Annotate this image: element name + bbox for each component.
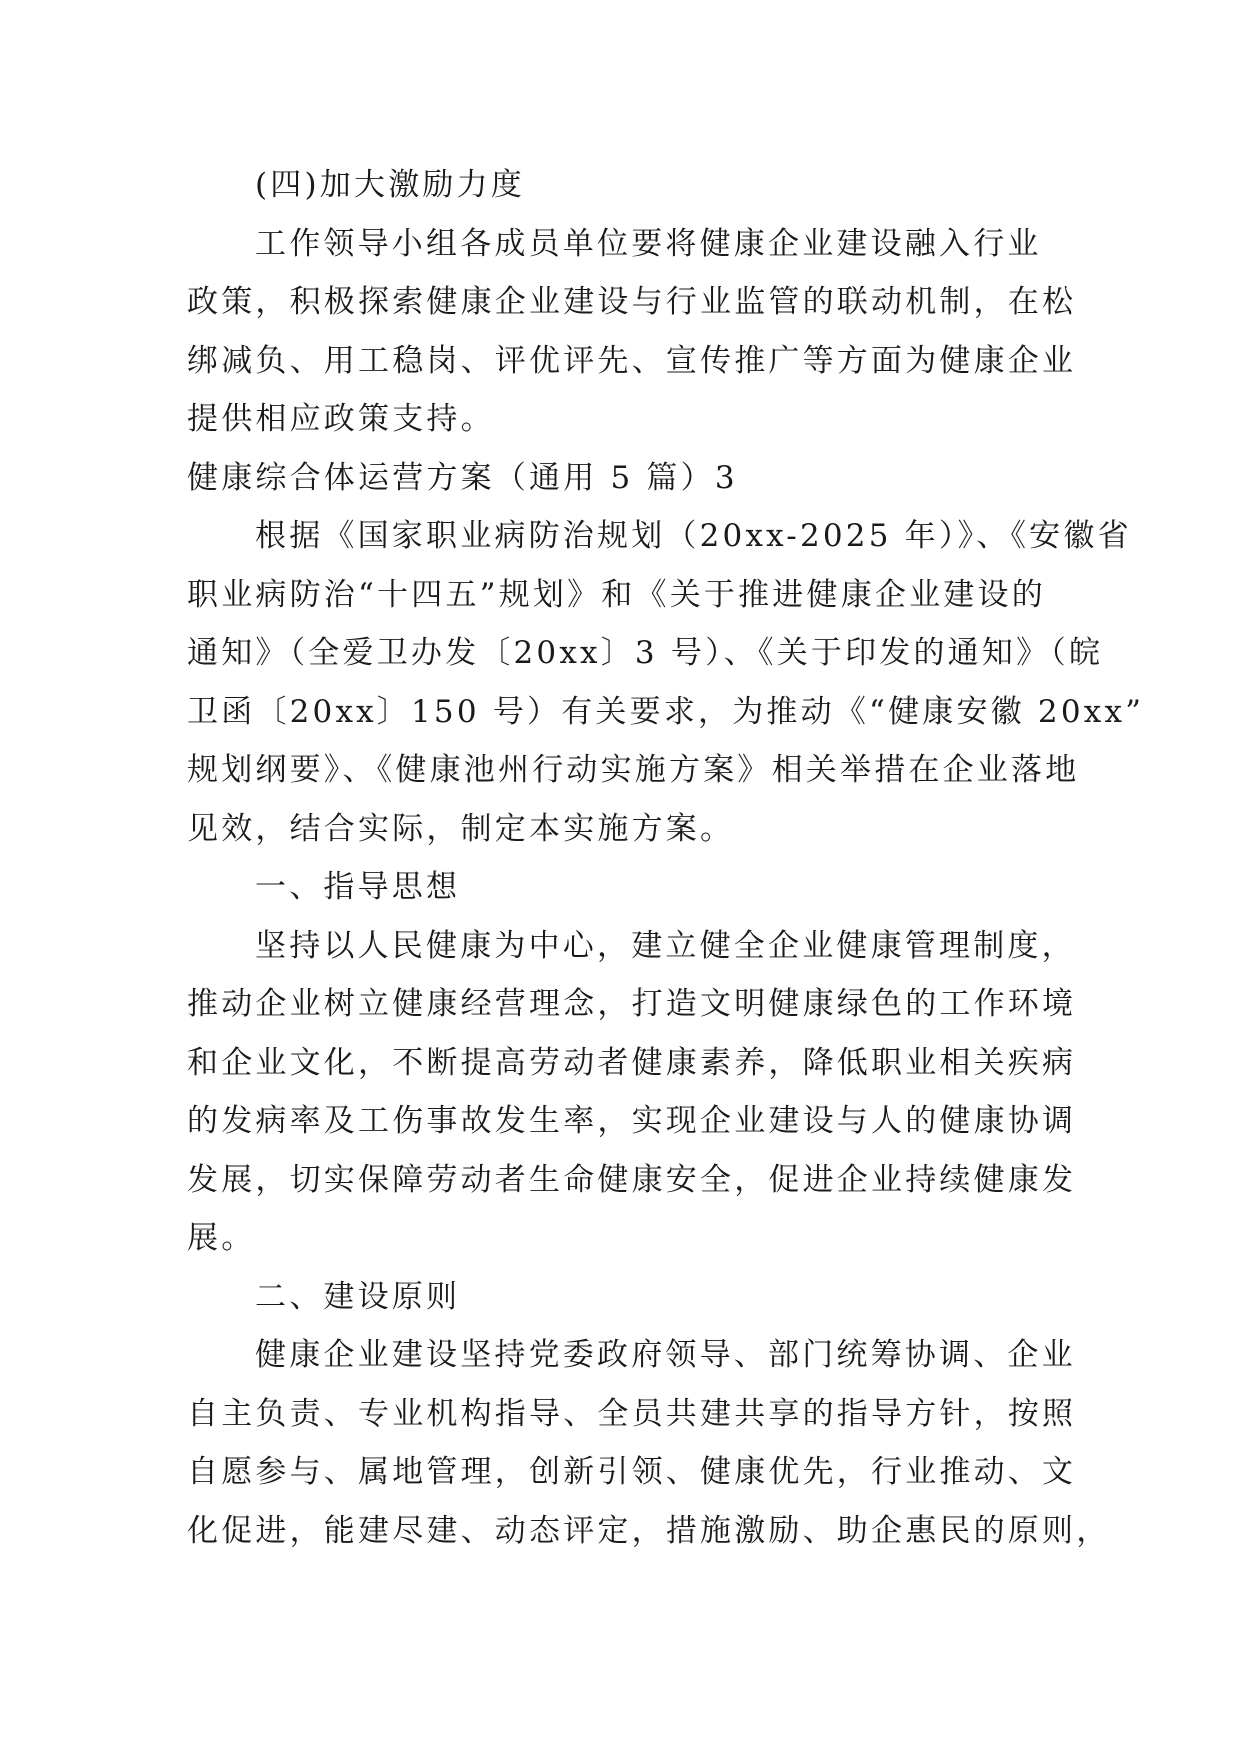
paragraph-line: 坚持以人民健康为中心，建立健全企业健康管理制度， bbox=[255, 927, 1076, 964]
document-body bbox=[187, 156, 1145, 1560]
paragraph-line: 展。 bbox=[187, 1220, 256, 1256]
paragraph-line: 自愿参与、属地管理，创新引领、健康优先，行业推动、文 bbox=[187, 1454, 1077, 1490]
document-title: 健康综合体运营方案（通用 5 篇）3 bbox=[187, 459, 738, 496]
paragraph-line: 卫函〔20xx〕150 号）有关要求，为推动《“健康安徽 20xx” bbox=[187, 693, 1145, 730]
paragraph-line: 发展，切实保障劳动者生命健康安全，促进企业持续健康发 bbox=[187, 1161, 1077, 1198]
paragraph-line: 通知》（全爱卫办发〔20xx〕3 号）、《关于印发的通知》（皖 bbox=[187, 635, 1104, 671]
paragraph-line: 自主负责、专业机构指导、全员共建共享的指导方针，按照 bbox=[187, 1395, 1077, 1432]
paragraph-line: 职业病防治“十四五”规划》和《关于推进健康企业建设的 bbox=[187, 576, 1046, 613]
paragraph-line: 的发病率及工伤事故发生率，实现企业建设与人的健康协调 bbox=[187, 1103, 1077, 1139]
paragraph-line: 政策，积极探索健康企业建设与行业监管的联动机制，在松 bbox=[187, 284, 1077, 320]
paragraph-line: 规划纲要》、《健康池州行动实施方案》相关举措在企业落地 bbox=[187, 752, 1080, 788]
section-heading-principles: 二、建设原则 bbox=[255, 1278, 461, 1315]
paragraph-line: 工作领导小组各成员单位要将健康企业建设融入行业 bbox=[255, 225, 1042, 262]
paragraph-line: 健康企业建设坚持党委政府领导、部门统筹协调、企业 bbox=[255, 1337, 1076, 1373]
paragraph-line: 绑减负、用工稳岗、评优评先、宣传推广等方面为健康企业 bbox=[187, 342, 1077, 379]
paragraph-line: 和企业文化，不断提高劳动者健康素养，降低职业相关疾病 bbox=[187, 1044, 1077, 1081]
paragraph-line: 根据《国家职业病防治规划（20xx-2025 年）》、《安徽省 bbox=[255, 518, 1132, 554]
paragraph-line: 见效，结合实际，制定本实施方案。 bbox=[187, 810, 735, 847]
paragraph-line: 化促进，能建尽建、动态评定，措施激励、助企惠民的原则， bbox=[187, 1512, 1111, 1549]
section-heading-guiding-ideology: 一、指导思想 bbox=[255, 869, 461, 905]
section-heading-incentive: (四)加大激励力度 bbox=[255, 167, 525, 203]
paragraph-line: 推动企业树立健康经营理念，打造文明健康绿色的工作环境 bbox=[187, 986, 1077, 1022]
paragraph-line: 提供相应政策支持。 bbox=[187, 401, 495, 437]
